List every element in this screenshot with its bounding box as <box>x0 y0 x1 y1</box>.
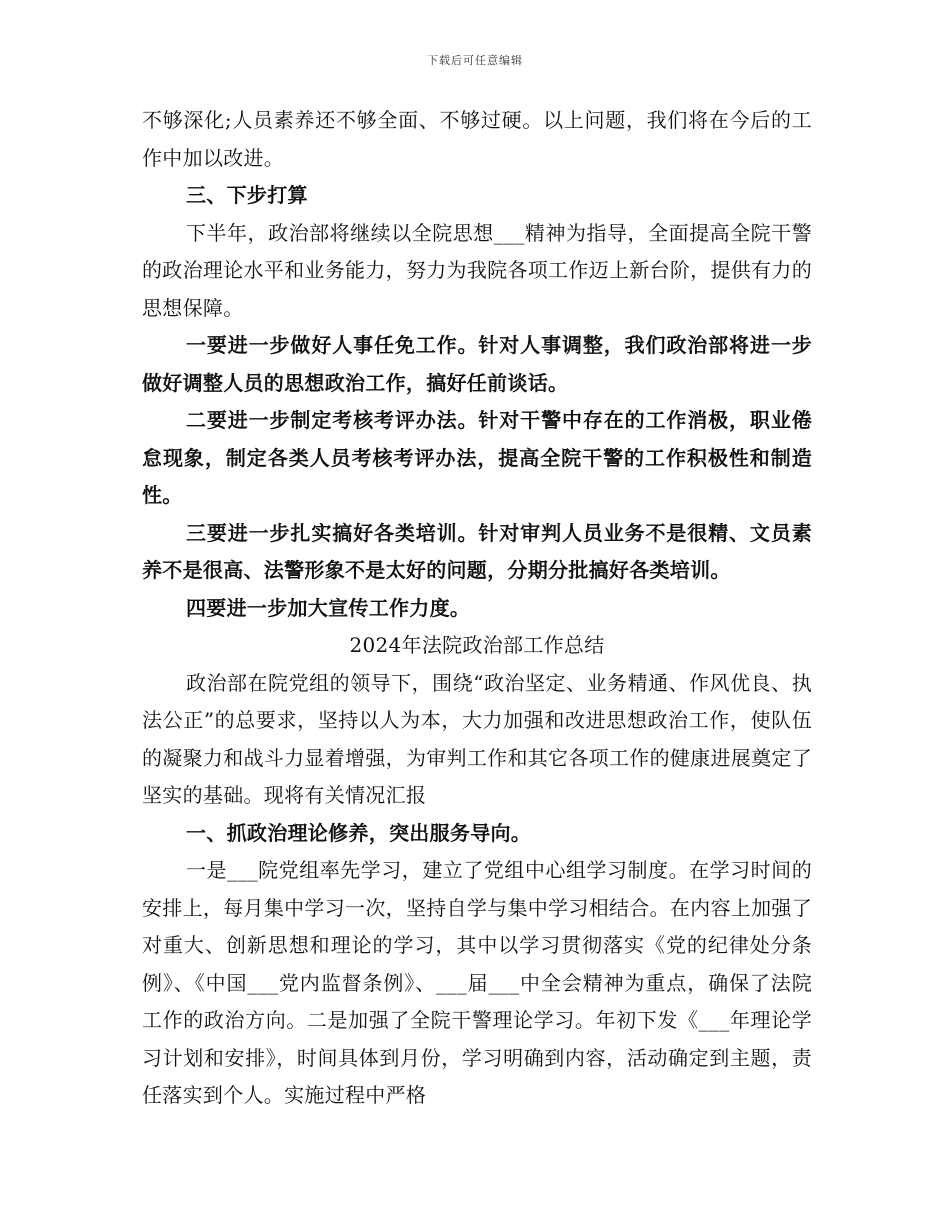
document-body <box>142 102 812 1115</box>
paragraph-continued: 不够深化;人员素养还不够全面、不够过硬。以上问题，我们将在今后的工作中加以改进。 <box>142 108 812 170</box>
paragraph-plan-item-1: 一要进一步做好人事任免工作。针对人事调整，我们政治部将进一步做好调整人员的思想政治工作，搞好任前谈话。 <box>142 333 812 395</box>
paragraph-section-1: 一是___院党组率先学习，建立了党组中心组学习制度。在学习时间的安排上，每月集中学习一次，坚持自学与集中学习相结合。在内容上加强了对重大、创新思想和理论的学习，其中以学习贯彻落实《党的纪律处分条例》、《中国___党内监督条例》、___届___中全会精神为重点，确保了法院工作的政治方向。二是加强了全院干警理论学习。年初下发《___年理论学习计划和安排》，时间具体到月份，学习明确到内容，活动确定到主题，责任落实到个人。实施过程中严格 <box>142 858 812 1107</box>
section-heading-1: 一、抓政治理论修养，突出服务导向。 <box>186 820 532 845</box>
document-title: 2024年法院政治部工作总结 <box>349 633 605 657</box>
paragraph-plan-item-2: 二要进一步制定考核考评办法。针对干警中存在的工作消极，职业倦怠现象，制定各类人员考核考评办法，提高全院干警的工作积极性和制造性。 <box>142 408 812 507</box>
page-header: 下载后可任意编辑 <box>427 54 523 67</box>
paragraph-intro: 政治部在院党组的领导下，围绕“政治坚定、业务精通、作风优良、执法公正”的总要求，坚持以人为本，大力加强和改进思想政治工作，使队伍的凝聚力和战斗力显着增强，为审判工作和其它各项工作的健康进展奠定了坚实的基础。现将有关情况汇报 <box>142 670 812 807</box>
paragraph-plan-item-4: 四要进一步加大宣传工作力度。 <box>186 595 471 620</box>
section-heading-next-steps: 三、下步打算 <box>186 183 308 207</box>
paragraph-plan-intro: 下半年，政治部将继续以全院思想___精神为指导，全面提高全院干警的政治理论水平和业务能力，努力为我院各项工作迈上新台阶，提供有力的思想保障。 <box>142 220 812 320</box>
paragraph-plan-item-3: 三要进一步扎实搞好各类培训。针对审判人员业务不是很精、文员素养不是很高、法警形象不是太好的问题，分期分批搞好各类培训。 <box>142 520 812 582</box>
